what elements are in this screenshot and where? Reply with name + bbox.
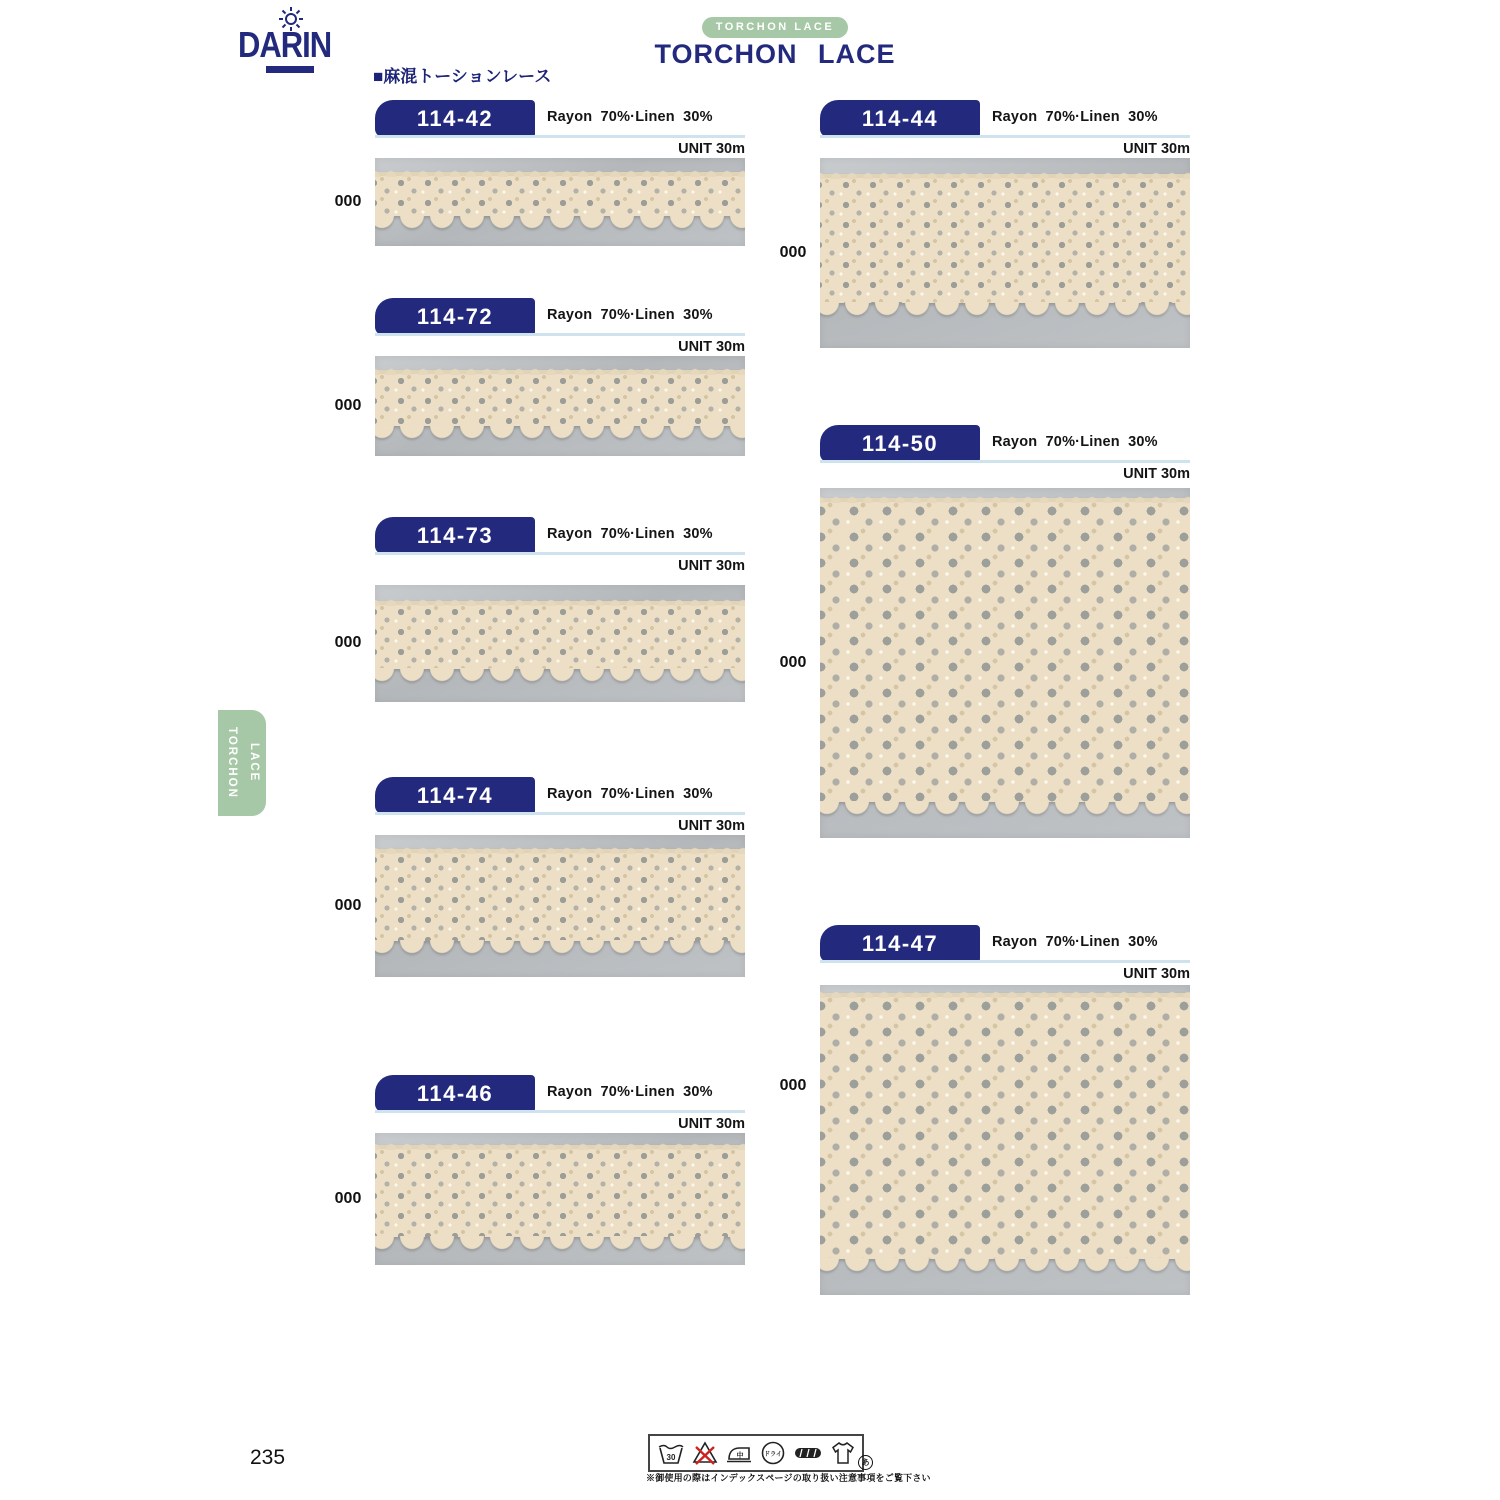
lace-sample-image (375, 849, 745, 941)
unit-label: UNIT 30m (678, 818, 745, 834)
side-tab-torchon-lace (218, 710, 266, 816)
product-code-badge: 114-44 (820, 100, 980, 137)
divider-line (375, 552, 745, 555)
divider-line (820, 960, 1190, 963)
lace-sample-image (820, 993, 1190, 1259)
svg-text:中: 中 (736, 1452, 744, 1460)
color-number-label: 000 (779, 654, 807, 671)
lace-sample-image (375, 1145, 745, 1237)
composition-label: Rayon 70%·Linen 30% (547, 526, 713, 542)
do-not-bleach-icon (692, 1440, 718, 1466)
product-code-badge: 114-46 (375, 1075, 535, 1112)
logo-subtext-bar (266, 66, 314, 73)
color-number-label: 000 (334, 397, 362, 414)
divider-line (375, 333, 745, 336)
divider-line (375, 1110, 745, 1113)
unit-label: UNIT 30m (678, 558, 745, 574)
lace-sample-image (820, 174, 1190, 303)
iron-icon (726, 1440, 752, 1466)
composition-label: Rayon 70%·Linen 30% (547, 307, 713, 323)
lace-sample-image (375, 370, 745, 426)
color-number-label: 000 (334, 634, 362, 651)
composition-label: Rayon 70%·Linen 30% (547, 786, 713, 802)
unit-label: UNIT 30m (678, 1116, 745, 1132)
divider-line (820, 135, 1190, 138)
color-number-label: 000 (334, 897, 362, 914)
product-code-badge: 114-74 (375, 777, 535, 814)
color-number-label: 000 (334, 193, 362, 210)
lace-sample-image (375, 172, 745, 216)
wring-icon (793, 1440, 823, 1466)
unit-label: UNIT 30m (1123, 141, 1190, 157)
composition-label: Rayon 70%·Linen 30% (547, 1084, 713, 1100)
lace-sample-image (375, 601, 745, 669)
circled-a-mark-icon: あ (858, 1455, 873, 1470)
brand-name: DARIN (238, 24, 332, 66)
care-instructions-box (648, 1434, 864, 1472)
lace-sample-photo (820, 158, 1190, 348)
composition-label: Rayon 70%·Linen 30% (992, 434, 1158, 450)
category-pill: TORCHON LACE (702, 17, 848, 38)
svg-text:ドライ: ドライ (763, 1452, 782, 1458)
composition-label: Rayon 70%·Linen 30% (992, 109, 1158, 125)
lace-sample-photo (820, 985, 1190, 1295)
page-title: TORCHON LACE (654, 39, 896, 69)
unit-label: UNIT 30m (678, 339, 745, 355)
unit-label: UNIT 30m (1123, 466, 1190, 482)
side-tab-label: TORCHON LACE (226, 727, 260, 799)
color-number-label: 000 (779, 244, 807, 261)
lace-sample-photo (375, 1133, 745, 1265)
lace-sample-photo (820, 488, 1190, 838)
page-number: 235 (250, 1446, 286, 1469)
garment-icon (831, 1440, 855, 1466)
unit-label: UNIT 30m (678, 141, 745, 157)
divider-line (820, 460, 1190, 463)
composition-label: Rayon 70%·Linen 30% (547, 109, 713, 125)
divider-line (375, 135, 745, 138)
lace-sample-photo (375, 835, 745, 977)
page-header (625, 17, 925, 70)
unit-label: UNIT 30m (1123, 966, 1190, 982)
product-code-badge: 114-72 (375, 298, 535, 335)
lace-sample-photo (375, 158, 745, 246)
dry-clean-icon (760, 1440, 786, 1466)
product-code-badge: 114-73 (375, 517, 535, 554)
brand-logo (238, 6, 338, 82)
product-code-badge: 114-42 (375, 100, 535, 137)
lace-sample-photo (375, 585, 745, 702)
color-number-label: 000 (334, 1190, 362, 1207)
product-code-badge: 114-50 (820, 425, 980, 462)
composition-label: Rayon 70%·Linen 30% (992, 934, 1158, 950)
category-heading: ■麻混トーションレース (373, 67, 552, 86)
color-number-label: 000 (779, 1077, 807, 1094)
lace-sample-image (820, 498, 1190, 802)
wash-30-icon (657, 1440, 685, 1466)
svg-text:30: 30 (666, 1453, 676, 1462)
care-footnote: ※御使用の際はインデックスページの取り扱い注意事項をご覧下さい (646, 1473, 931, 1483)
divider-line (375, 812, 745, 815)
lace-sample-photo (375, 356, 745, 456)
product-code-badge: 114-47 (820, 925, 980, 962)
